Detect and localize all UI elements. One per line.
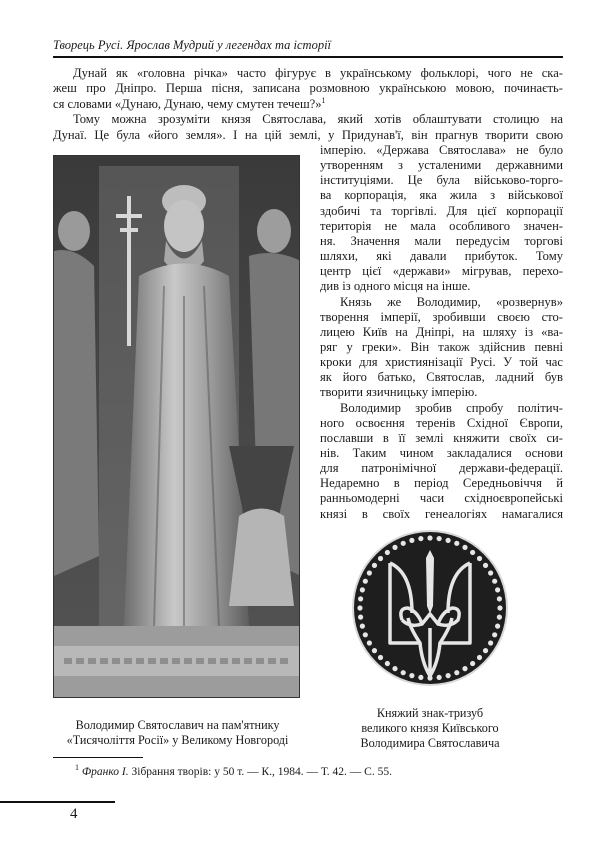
footnote-author: Франко І.: [81, 766, 129, 778]
body-line: лицею Київ на Дніпрі, на шляху із «ва-: [320, 324, 563, 339]
body-line: Дунаї. Це була «його земля». І на цій землі, у Придунав'ї, він прагнув творити свою: [53, 127, 563, 142]
body-line: творити язичницьку імперію.: [320, 385, 478, 400]
emblem-dot: [497, 596, 502, 601]
body-line: імперію. «Держава Святослава» не було: [320, 143, 563, 157]
body-line: інституціями. Це була військово-торго-: [320, 173, 563, 188]
body-line: здобичі та торгівлі. Для цієї корпорації: [320, 203, 563, 218]
emblem-dot: [372, 648, 377, 653]
emblem-dot: [385, 550, 390, 555]
caption-line: Володимира Святославича: [360, 736, 500, 750]
emblem-dot: [483, 648, 488, 653]
emblem-dot: [495, 624, 500, 629]
body-line: ва корпорація, яка жила з військової: [320, 188, 563, 203]
body-line: центр цієї «держави» мігрував, перехо-: [320, 264, 563, 279]
emblem-dot: [427, 535, 432, 540]
emblem-dot: [363, 632, 368, 637]
body-line: ряг у греки». Він також здійснив певні: [320, 339, 563, 354]
emblem-dot: [492, 632, 497, 637]
emblem-dot: [392, 545, 397, 550]
emblem-dot: [367, 570, 372, 575]
emblem-dot: [462, 545, 467, 550]
caption-line: «Тисячоліття Росії» у Великому Новгороді: [66, 733, 289, 747]
body-line: Дунай як «головна річка» часто фігурує в українському фольклорі, чого не ска-: [73, 66, 563, 80]
emblem-dot: [483, 563, 488, 568]
emblem-dot: [437, 675, 442, 680]
emblem-dot: [462, 666, 467, 671]
emblem-dot: [378, 556, 383, 561]
emblem-dot: [488, 570, 493, 575]
body-line: ного освоєння теренів Східної Європи,: [320, 415, 563, 430]
monument-photo: [53, 155, 300, 698]
emblem-dot: [437, 536, 442, 541]
body-line: жеш про Дніпро. Перша пісня, записана розмовною українською мовою, починаєть-: [53, 81, 563, 96]
emblem-dot: [418, 675, 423, 680]
body-line: шляхи, які давали прибуток. Тому: [320, 249, 563, 264]
emblem-dot: [492, 579, 497, 584]
footnote-rule: [53, 757, 143, 758]
caption-line: Володимир Святославич на пам'ятнику: [75, 718, 280, 732]
emblem-dot: [385, 661, 390, 666]
body-line: Володимир зробив спробу політич-: [340, 400, 563, 415]
body-line: творення імперії, зробивши своєю сто-: [320, 309, 563, 324]
body-line: нів. Таким чином закладалися основи: [320, 446, 563, 460]
body-line: Князь же Володимир, «розвернув»: [340, 294, 563, 309]
body-line: як його батько, Святослав, ладний був: [320, 370, 563, 385]
body-line-text: ся словами «Дунаю, Дунаю, чему смутен течеш?»: [53, 96, 322, 111]
body-line: князі в своїх генеалогіях намагалися: [320, 506, 563, 521]
emblem-dot: [409, 673, 414, 678]
body-line: пославши в її землі княжити своїх си-: [320, 430, 563, 445]
emblem-dot: [367, 640, 372, 645]
emblem-dot: [392, 666, 397, 671]
body-line: для патронімічної держави-федерації.: [320, 461, 563, 476]
page-number: 4: [70, 806, 78, 822]
header-rule: [53, 56, 563, 58]
footnote-ref: 1: [321, 95, 326, 105]
emblem-dot: [497, 615, 502, 620]
body-line: територія не мала особливого значен-: [320, 218, 563, 233]
body-line: [53, 97, 563, 112]
emblem-dot: [358, 596, 363, 601]
emblem-dot: [378, 655, 383, 660]
body-line: Недаремно в період Середньовіччя й: [320, 476, 563, 491]
emblem-dot: [401, 670, 406, 675]
caption-line: великого князя Київського: [361, 721, 499, 735]
running-head: Творець Русі. Ярослав Мудрий у легендах та історії: [53, 38, 332, 52]
emblem-dot: [477, 655, 482, 660]
emblem-dot: [446, 538, 451, 543]
emblem-dot: [418, 536, 423, 541]
caption-line: Княжий знак-тризуб: [376, 706, 484, 720]
emblem-dot: [358, 615, 363, 620]
emblem-dot: [363, 579, 368, 584]
emblem-dot: [488, 640, 493, 645]
emblem-dot: [497, 605, 502, 610]
body-line: ранньомодерні часи східноєвропейські: [320, 491, 563, 506]
emblem-dot: [454, 541, 459, 546]
emblem-dot: [495, 587, 500, 592]
emblem-dot: [446, 673, 451, 678]
photo-caption: [40, 718, 315, 748]
emblem-dot: [470, 661, 475, 666]
tryzub-emblem: [350, 528, 510, 688]
body-line: кроки для християнізації Русі. У той час: [320, 355, 563, 370]
emblem-dot: [360, 624, 365, 629]
footnote: [75, 763, 392, 778]
emblem-dot: [454, 670, 459, 675]
body-line: див із одного місця на інше.: [320, 279, 471, 294]
body-line: утворенням з усталеними державними: [320, 158, 563, 173]
emblem-dot: [360, 587, 365, 592]
page-rule: [0, 801, 115, 803]
footnote-number: 1: [75, 763, 79, 773]
emblem-dot: [409, 538, 414, 543]
emblem-dot: [470, 550, 475, 555]
emblem-dot: [477, 556, 482, 561]
emblem-caption: [325, 706, 535, 751]
emblem-dot: [401, 541, 406, 546]
emblem-dot: [357, 605, 362, 610]
footnote-text: Зібрання творів: у 50 т. — К., 1984. — Т. 42. — С. 55.: [128, 766, 392, 778]
emblem-dot: [372, 563, 377, 568]
body-line: Тому можна зрозуміти князя Святослава, який хотів облаштувати столицю на: [73, 112, 563, 127]
body-line: ня. Значення мали передусім торгові: [320, 233, 563, 248]
